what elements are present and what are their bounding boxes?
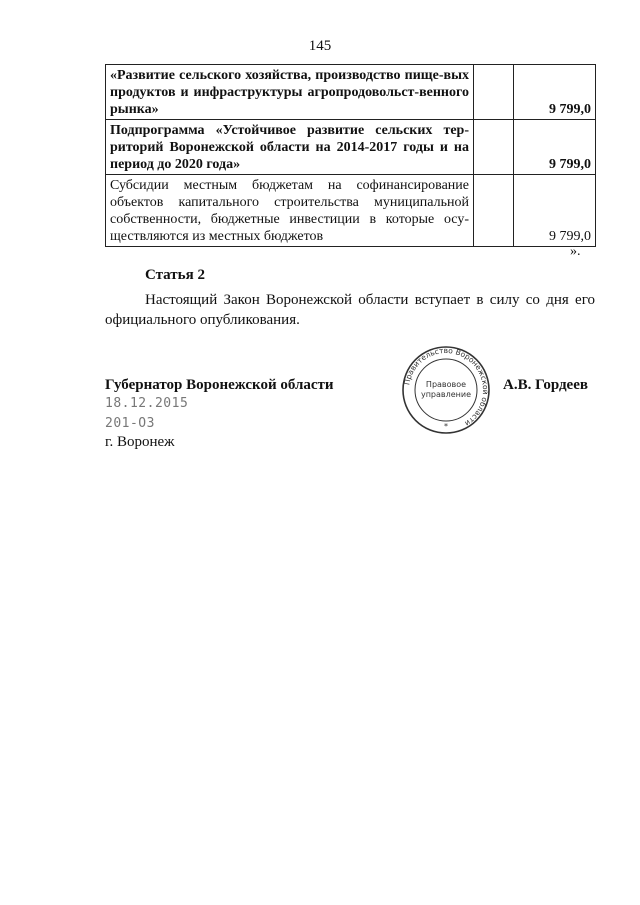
row-name: Подпрограмма «Устойчивое развитие сельских тер-риторий Воронежской области на 2014-2017 годы и на период до 2020 года»: [106, 120, 474, 175]
row-name: «Развитие сельского хозяйства, производство пище-вых продуктов и инфраструктуры агропродовольст-венного рынка»: [106, 65, 474, 120]
official-seal: [396, 345, 496, 435]
empty-cell: [474, 175, 514, 247]
budget-table: [105, 64, 596, 247]
table-closing-mark: ».: [570, 244, 581, 259]
law-date: 18.12.2015: [105, 396, 189, 411]
city: г. Воронеж: [105, 434, 175, 450]
table-row: [106, 120, 596, 175]
row-value: 9 799,0: [514, 175, 596, 247]
signatory-title: Губернатор Воронежской области: [105, 377, 334, 393]
table-row: [106, 65, 596, 120]
signatory-name: А.В. Гордеев: [503, 377, 588, 393]
empty-cell: [474, 120, 514, 175]
empty-cell: [474, 65, 514, 120]
row-value: 9 799,0: [514, 65, 596, 120]
article-heading: Статья 2: [145, 267, 205, 283]
table-row: [106, 175, 596, 247]
row-name: Субсидии местным бюджетам на софинансирование объектов капитального строительства муниципальной собственности, бюджетные инвестиции в которые осу-ществляются из местных бюджетов: [106, 175, 474, 247]
seal-ring-text: Правительство Воронежской области: [402, 345, 491, 429]
seal-center-line1: Правовое: [425, 380, 467, 389]
page-number: 145: [308, 38, 332, 54]
law-number: 201-ОЗ: [105, 416, 155, 431]
article-text: Настоящий Закон Воронежской области вступает в силу со дня его официального опубликования.: [105, 292, 595, 328]
seal-star-icon: *: [444, 422, 448, 431]
row-value: 9 799,0: [514, 120, 596, 175]
seal-center-line2: управление: [420, 390, 472, 399]
